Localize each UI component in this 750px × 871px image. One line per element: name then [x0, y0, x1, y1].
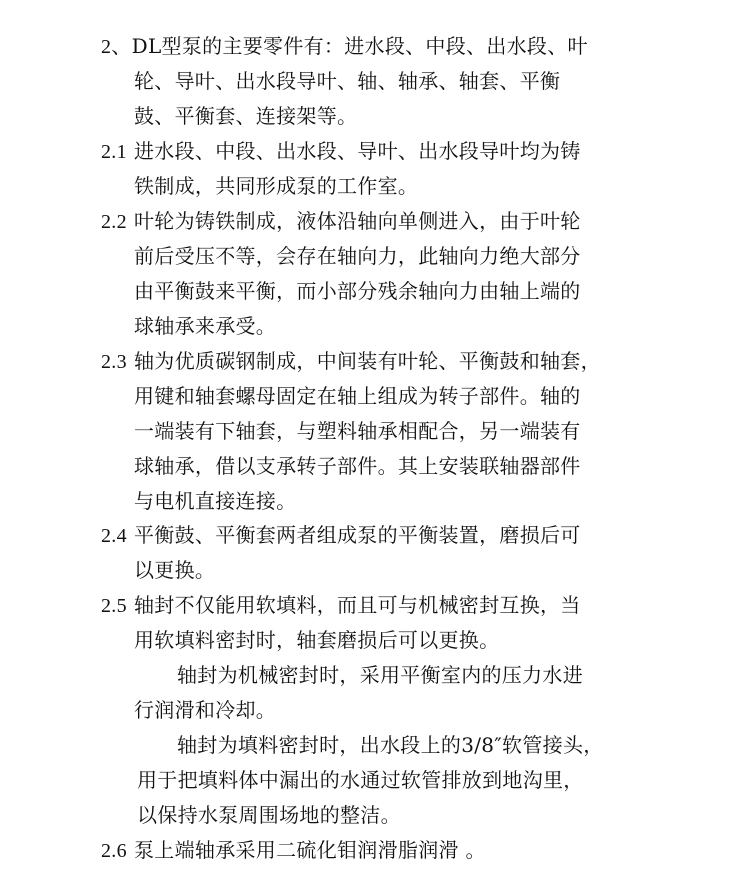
section-number: 2.5 — [101, 595, 127, 617]
section-2-5-paragraph-3-line-3: 以保持水泵周围场地的整洁。 — [137, 803, 401, 827]
section-text: 泵上端轴承采用二硫化钼润滑脂润滑 。 — [134, 838, 486, 862]
section-text: 叶轮为铸铁制成，液体沿轴向单侧进入，由于叶轮 — [134, 209, 581, 233]
section-2-5-paragraph-2-line-2: 行润滑和冷却。 — [134, 698, 277, 722]
section-2-3-line-3: 一端装有下轴套，与塑料轴承相配合，另一端装有 — [134, 419, 581, 443]
section-number: 2.6 — [101, 840, 127, 862]
section-2-5-line-1 — [101, 592, 581, 619]
section-2-2-line-1 — [101, 208, 581, 235]
section-2-5-paragraph-3-line-1: 轴封为填料密封时，出水段上的3/8″软管接头， — [177, 733, 604, 757]
section-2-4-line-2: 以更换。 — [134, 558, 216, 582]
section-number: 2.2 — [101, 211, 127, 233]
section-2-line-1 — [101, 33, 588, 60]
section-2-2-line-2: 前后受压不等，会存在轴向力，此轴向力绝大部分 — [134, 244, 581, 268]
section-number: 2.3 — [101, 351, 127, 373]
section-2-3-line-4: 球轴承，借以支承转子部件。其上安装联轴器部件 — [134, 454, 581, 478]
section-2-3-line-2: 用键和轴套螺母固定在轴上组成为转子部件。轴的 — [134, 384, 581, 408]
section-text: 进水段、中段、出水段、导叶、出水段导叶均为铸 — [134, 139, 581, 163]
section-2-6-line-1 — [101, 837, 486, 864]
section-text: DL型泵的主要零件有：进水段、中段、出水段、叶 — [131, 34, 588, 58]
section-2-1-line-1 — [101, 138, 581, 165]
section-text: 平衡鼓、平衡套两者组成泵的平衡装置，磨损后可 — [134, 523, 581, 547]
section-2-3-line-5: 与电机直接连接。 — [134, 489, 297, 513]
section-2-line-3: 鼓、平衡套、连接架等。 — [134, 104, 358, 128]
section-number: 2.1 — [101, 141, 127, 163]
section-text: 轴为优质碳钢制成，中间装有叶轮、平衡鼓和轴套， — [134, 349, 601, 373]
section-2-2-line-4: 球轴承来承受。 — [134, 314, 277, 338]
section-2-5-line-2: 用软填料密封时，轴套磨损后可以更换。 — [134, 628, 500, 652]
section-2-5-paragraph-3-line-2: 用于把填料体中漏出的水通过软管排放到地沟里， — [137, 768, 584, 792]
section-2-4-line-1 — [101, 522, 581, 549]
section-2-2-line-3: 由平衡鼓来平衡，而小部分残余轴向力由轴上端的 — [134, 279, 581, 303]
section-number: 2.4 — [101, 525, 127, 547]
section-2-5-paragraph-2-line-1: 轴封为机械密封时，采用平衡室内的压力水进 — [177, 663, 583, 687]
section-2-1-line-2: 铁制成，共同形成泵的工作室。 — [134, 174, 419, 198]
section-2-3-line-1 — [101, 348, 601, 375]
section-2-line-2: 轮、导叶、出水段导叶、轴、轴承、轴套、平衡 — [134, 69, 561, 93]
section-number: 2、 — [101, 36, 132, 58]
section-text: 轴封不仅能用软填料，而且可与机械密封互换，当 — [134, 593, 581, 617]
